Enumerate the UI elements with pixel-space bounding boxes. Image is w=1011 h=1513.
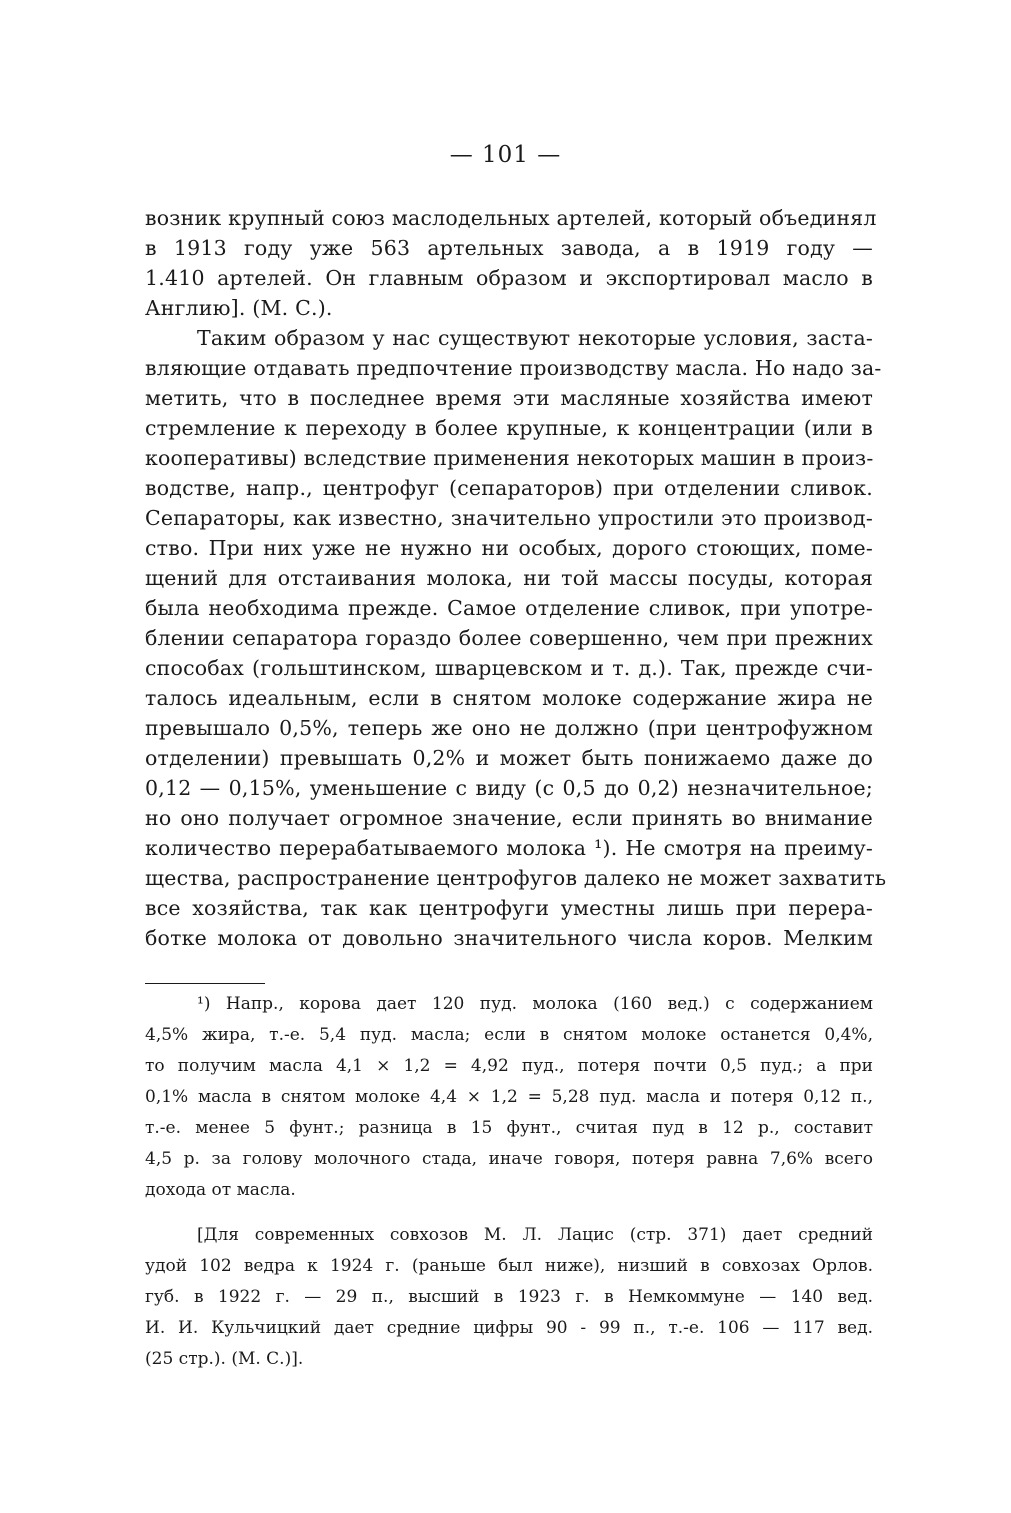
text-line: была необходима прежде. Самое отделение сливок, при употре-: [145, 596, 873, 620]
footnote-line: губ. в 1922 г. — 29 п., высший в 1923 г. в Немкоммуне — 140 вед.: [145, 1287, 873, 1307]
footnote-line: 0,1% масла в снятом молоке 4,4 × 1,2 = 5,28 пуд. масла и потеря 0,12 п.,: [145, 1087, 873, 1107]
footnote-line: 4,5 р. за голову молочного стада, иначе говоря, потеря равна 7,6% всего: [145, 1149, 873, 1169]
paragraph-continuation: [145, 203, 877, 323]
text-line: ство. При них уже не нужно ни особых, дорого стоющих, поме-: [145, 536, 873, 560]
text-line: Сепараторы, как известно, значительно упростили это производ-: [145, 506, 873, 530]
editor-note: [145, 1220, 873, 1375]
text-line: талось идеальным, если в снятом молоке содержание жира не: [145, 686, 873, 710]
footnote-divider: [145, 983, 265, 984]
text-line: блении сепаратора гораздо более совершенно, чем при прежних: [145, 626, 873, 650]
text-line: щений для отстаивания молока, ни той массы посуды, которая: [145, 566, 873, 590]
text-line: превышало 0,5%, теперь же оно не должно (при центрофужном: [145, 716, 873, 740]
text-line: способах (гольштинском, шварцевском и т. д.). Так, прежде счи-: [145, 656, 873, 680]
text-line: щества, распространение центрофугов далеко не может захватить: [145, 866, 887, 890]
text-line: отделении) превышать 0,2% и может быть понижаемо даже до: [145, 746, 873, 770]
text-line: 0,12 — 0,15%, уменьшение с виду (с 0,5 до 0,2) незначительное;: [145, 776, 873, 800]
main-text: [145, 203, 887, 953]
text-line: в 1913 году уже 563 артельных завода, а в 1919 году —: [145, 236, 873, 260]
text-line: вляющие отдавать предпочтение производству масла. Но надо за-: [145, 356, 882, 380]
text-line: метить, что в последнее время эти масляные хозяйства имеют: [145, 386, 873, 410]
text-line: возник крупный союз маслодельных артелей, который объединял: [145, 206, 877, 230]
text-line: но оно получает огромное значение, если принять во внимание: [145, 806, 873, 830]
text-line: кооперативы) вследствие применения некоторых машин в произ-: [145, 446, 874, 470]
paragraph-separators: [145, 323, 887, 953]
text-line: 1.410 артелей. Он главным образом и экспортировал масло в: [145, 266, 873, 290]
text-line: Таким образом у нас существуют некоторые условия, заста-: [197, 326, 873, 350]
footnote-line: дохода от масла.: [145, 1180, 296, 1200]
footnote-line: т.-е. менее 5 фунт.; разница в 15 фунт., считая пуд в 12 р., составит: [145, 1118, 873, 1138]
text-line: количество перерабатываемого молока ¹). Не смотря на преиму-: [145, 836, 873, 860]
footnote-line: [Для современных совхозов М. Л. Лацис (стр. 371) дает средний: [197, 1225, 873, 1245]
text-line: стремление к переходу в более крупные, к концентрации (или в: [145, 416, 873, 440]
footnote-line: (25 стр.). (М. С.)].: [145, 1349, 304, 1369]
footnote-line: удой 102 ведра к 1924 г. (раньше был ниже), низший в совхозах Орлов.: [145, 1256, 873, 1276]
text-line: ботке молока от довольно значительного числа коров. Мелким: [145, 926, 873, 950]
footnote-1: [145, 989, 873, 1206]
text-line: все хозяйства, так как центрофуги уместны лишь при перера-: [145, 896, 873, 920]
footnote-line: ¹) Напр., корова дает 120 пуд. молока (160 вед.) с содержанием: [197, 994, 873, 1014]
page-number: — 101 —: [449, 142, 562, 168]
footnote-line: то получим масла 4,1 × 1,2 = 4,92 пуд., потеря почти 0,5 пуд.; а при: [145, 1056, 873, 1076]
footnotes: [145, 989, 873, 1375]
footnote-line: 4,5% жира, т.-е. 5,4 пуд. масла; если в снятом молоке останется 0,4%,: [145, 1025, 873, 1045]
footnote-line: И. И. Кульчицкий дает средние цифры 90 - 99 п., т.-е. 106 — 117 вед.: [145, 1318, 873, 1338]
text-line: водстве, напр., центрофуг (сепараторов) при отделении сливок.: [145, 476, 873, 500]
text-line: Англию]. (М. С.).: [145, 296, 333, 320]
